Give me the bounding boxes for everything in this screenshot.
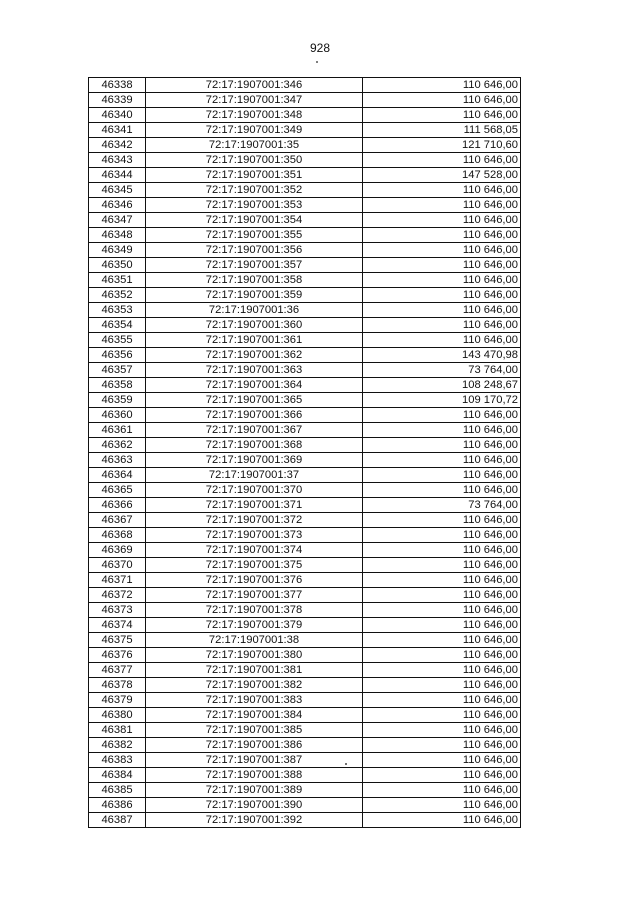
value-cell: 110 646,00 (363, 573, 521, 588)
table-row (89, 813, 521, 828)
table-row (89, 573, 521, 588)
value-cell: 110 646,00 (363, 438, 521, 453)
row-number-cell: 46382 (89, 738, 146, 753)
table-row (89, 783, 521, 798)
value-cell: 109 170,72 (363, 393, 521, 408)
row-number-cell: 46368 (89, 528, 146, 543)
value-cell: 110 646,00 (363, 708, 521, 723)
row-number-cell: 46361 (89, 423, 146, 438)
cadastral-number-cell: 72:17:1907001:374 (146, 543, 363, 558)
cadastral-number-cell: 72:17:1907001:375 (146, 558, 363, 573)
cadastral-number-cell: 72:17:1907001:355 (146, 228, 363, 243)
table-row (89, 483, 521, 498)
cadastral-number-cell: 72:17:1907001:376 (146, 573, 363, 588)
table-row (89, 648, 521, 663)
table-row (89, 348, 521, 363)
cadastral-number-cell: 72:17:1907001:390 (146, 798, 363, 813)
value-cell: 110 646,00 (363, 273, 521, 288)
cadastral-number-cell: 72:17:1907001:347 (146, 93, 363, 108)
cadastral-number-cell: 72:17:1907001:353 (146, 198, 363, 213)
table-row (89, 153, 521, 168)
row-number-cell: 46384 (89, 768, 146, 783)
cadastral-number-cell: 72:17:1907001:387 (146, 753, 363, 768)
cadastral-number-cell: 72:17:1907001:380 (146, 648, 363, 663)
table-row (89, 273, 521, 288)
table-row (89, 198, 521, 213)
cadastral-number-cell: 72:17:1907001:351 (146, 168, 363, 183)
value-cell: 110 646,00 (363, 243, 521, 258)
value-cell: 110 646,00 (363, 678, 521, 693)
table-row (89, 528, 521, 543)
row-number-cell: 46365 (89, 483, 146, 498)
row-number-cell: 46385 (89, 783, 146, 798)
cadastral-number-cell: 72:17:1907001:381 (146, 663, 363, 678)
value-cell: 110 646,00 (363, 603, 521, 618)
table-row (89, 753, 521, 768)
row-number-cell: 46362 (89, 438, 146, 453)
cadastral-number-cell: 72:17:1907001:357 (146, 258, 363, 273)
table-row (89, 453, 521, 468)
row-number-cell: 46346 (89, 198, 146, 213)
value-cell: 110 646,00 (363, 633, 521, 648)
value-cell: 110 646,00 (363, 153, 521, 168)
value-cell: 110 646,00 (363, 558, 521, 573)
table-row (89, 438, 521, 453)
row-number-cell: 46374 (89, 618, 146, 633)
value-cell: 110 646,00 (363, 618, 521, 633)
value-cell: 110 646,00 (363, 783, 521, 798)
value-cell: 110 646,00 (363, 78, 521, 93)
row-number-cell: 46373 (89, 603, 146, 618)
row-number-cell: 46342 (89, 138, 146, 153)
value-cell: 110 646,00 (363, 543, 521, 558)
table-row (89, 558, 521, 573)
cadastral-table (88, 77, 521, 828)
value-cell: 110 646,00 (363, 228, 521, 243)
value-cell: 110 646,00 (363, 693, 521, 708)
row-number-cell: 46386 (89, 798, 146, 813)
row-number-cell: 46377 (89, 663, 146, 678)
value-cell: 110 646,00 (363, 213, 521, 228)
table-row (89, 213, 521, 228)
value-cell: 110 646,00 (363, 753, 521, 768)
row-number-cell: 46360 (89, 408, 146, 423)
table-row (89, 408, 521, 423)
value-cell: 108 248,67 (363, 378, 521, 393)
cadastral-number-cell: 72:17:1907001:377 (146, 588, 363, 603)
row-number-cell: 46378 (89, 678, 146, 693)
table-row (89, 768, 521, 783)
cadastral-number-cell: 72:17:1907001:388 (146, 768, 363, 783)
cadastral-number-cell: 72:17:1907001:35 (146, 138, 363, 153)
value-cell: 110 646,00 (363, 318, 521, 333)
table-row (89, 258, 521, 273)
cadastral-number-cell: 72:17:1907001:367 (146, 423, 363, 438)
table-row (89, 693, 521, 708)
value-cell: 110 646,00 (363, 513, 521, 528)
cadastral-number-cell: 72:17:1907001:362 (146, 348, 363, 363)
row-number-cell: 46358 (89, 378, 146, 393)
row-number-cell: 46353 (89, 303, 146, 318)
value-cell: 111 568,05 (363, 123, 521, 138)
page-number: 928 (309, 41, 331, 55)
value-cell: 110 646,00 (363, 798, 521, 813)
row-number-cell: 46340 (89, 108, 146, 123)
value-cell: 110 646,00 (363, 648, 521, 663)
row-number-cell: 46352 (89, 288, 146, 303)
table-row (89, 333, 521, 348)
row-number-cell: 46344 (89, 168, 146, 183)
cadastral-number-cell: 72:17:1907001:392 (146, 813, 363, 828)
cadastral-number-cell: 72:17:1907001:356 (146, 243, 363, 258)
cadastral-number-cell: 72:17:1907001:384 (146, 708, 363, 723)
value-cell: 110 646,00 (363, 423, 521, 438)
value-cell: 73 764,00 (363, 498, 521, 513)
table-row (89, 288, 521, 303)
row-number-cell: 46355 (89, 333, 146, 348)
row-number-cell: 46357 (89, 363, 146, 378)
cadastral-number-cell: 72:17:1907001:358 (146, 273, 363, 288)
cadastral-number-cell: 72:17:1907001:366 (146, 408, 363, 423)
cadastral-number-cell: 72:17:1907001:361 (146, 333, 363, 348)
value-cell: 143 470,98 (363, 348, 521, 363)
row-number-cell: 46363 (89, 453, 146, 468)
value-cell: 110 646,00 (363, 333, 521, 348)
table-row (89, 318, 521, 333)
value-cell: 147 528,00 (363, 168, 521, 183)
row-number-cell: 46364 (89, 468, 146, 483)
cadastral-number-cell: 72:17:1907001:385 (146, 723, 363, 738)
cadastral-number-cell: 72:17:1907001:383 (146, 693, 363, 708)
cadastral-number-cell: 72:17:1907001:372 (146, 513, 363, 528)
row-number-cell: 46350 (89, 258, 146, 273)
cadastral-number-cell: 72:17:1907001:36 (146, 303, 363, 318)
value-cell: 110 646,00 (363, 93, 521, 108)
table-row (89, 798, 521, 813)
table-row (89, 738, 521, 753)
table-row (89, 618, 521, 633)
cadastral-number-cell: 72:17:1907001:365 (146, 393, 363, 408)
cadastral-number-cell: 72:17:1907001:348 (146, 108, 363, 123)
value-cell: 110 646,00 (363, 768, 521, 783)
value-cell: 110 646,00 (363, 588, 521, 603)
row-number-cell: 46345 (89, 183, 146, 198)
row-number-cell: 46379 (89, 693, 146, 708)
cadastral-number-cell: 72:17:1907001:389 (146, 783, 363, 798)
value-cell: 110 646,00 (363, 258, 521, 273)
table-row (89, 603, 521, 618)
table-row (89, 378, 521, 393)
table-row (89, 78, 521, 93)
table-row (89, 663, 521, 678)
value-cell: 110 646,00 (363, 468, 521, 483)
cadastral-number-cell: 72:17:1907001:373 (146, 528, 363, 543)
row-number-cell: 46349 (89, 243, 146, 258)
cadastral-number-cell: 72:17:1907001:379 (146, 618, 363, 633)
value-cell: 110 646,00 (363, 198, 521, 213)
row-number-cell: 46383 (89, 753, 146, 768)
row-number-cell: 46367 (89, 513, 146, 528)
row-number-cell: 46387 (89, 813, 146, 828)
table-row (89, 93, 521, 108)
row-number-cell: 46370 (89, 558, 146, 573)
row-number-cell: 46356 (89, 348, 146, 363)
value-cell: 110 646,00 (363, 408, 521, 423)
table-row (89, 393, 521, 408)
cadastral-number-cell: 72:17:1907001:360 (146, 318, 363, 333)
row-number-cell: 46366 (89, 498, 146, 513)
row-number-cell: 46359 (89, 393, 146, 408)
table-row (89, 633, 521, 648)
cadastral-number-cell: 72:17:1907001:378 (146, 603, 363, 618)
cadastral-number-cell: 72:17:1907001:350 (146, 153, 363, 168)
scan-dot (316, 61, 318, 63)
value-cell: 121 710,60 (363, 138, 521, 153)
row-number-cell: 46380 (89, 708, 146, 723)
row-number-cell: 46369 (89, 543, 146, 558)
table-row (89, 108, 521, 123)
value-cell: 110 646,00 (363, 108, 521, 123)
cadastral-number-cell: 72:17:1907001:363 (146, 363, 363, 378)
cadastral-number-cell: 72:17:1907001:369 (146, 453, 363, 468)
table-row (89, 123, 521, 138)
table-row (89, 423, 521, 438)
value-cell: 110 646,00 (363, 453, 521, 468)
row-number-cell: 46343 (89, 153, 146, 168)
table-row (89, 708, 521, 723)
cadastral-number-cell: 72:17:1907001:371 (146, 498, 363, 513)
row-number-cell: 46341 (89, 123, 146, 138)
row-number-cell: 46339 (89, 93, 146, 108)
table-row (89, 363, 521, 378)
value-cell: 73 764,00 (363, 363, 521, 378)
row-number-cell: 46347 (89, 213, 146, 228)
table-row (89, 678, 521, 693)
table-row (89, 303, 521, 318)
table-row (89, 168, 521, 183)
row-number-cell: 46371 (89, 573, 146, 588)
cadastral-number-cell: 72:17:1907001:346 (146, 78, 363, 93)
table-row (89, 513, 521, 528)
table-row (89, 588, 521, 603)
row-number-cell: 46375 (89, 633, 146, 648)
table-row (89, 723, 521, 738)
table-row (89, 468, 521, 483)
cadastral-number-cell: 72:17:1907001:354 (146, 213, 363, 228)
cadastral-number-cell: 72:17:1907001:386 (146, 738, 363, 753)
cadastral-number-cell: 72:17:1907001:368 (146, 438, 363, 453)
row-number-cell: 46381 (89, 723, 146, 738)
row-number-cell: 46351 (89, 273, 146, 288)
row-number-cell: 46338 (89, 78, 146, 93)
table-row (89, 183, 521, 198)
cadastral-number-cell: 72:17:1907001:359 (146, 288, 363, 303)
table-body (89, 78, 521, 828)
cadastral-number-cell: 72:17:1907001:370 (146, 483, 363, 498)
row-number-cell: 46376 (89, 648, 146, 663)
table-row (89, 228, 521, 243)
table-row (89, 498, 521, 513)
row-number-cell: 46354 (89, 318, 146, 333)
row-number-cell: 46348 (89, 228, 146, 243)
row-number-cell: 46372 (89, 588, 146, 603)
cadastral-number-cell: 72:17:1907001:38 (146, 633, 363, 648)
value-cell: 110 646,00 (363, 813, 521, 828)
cadastral-number-cell: 72:17:1907001:382 (146, 678, 363, 693)
scan-speck (345, 763, 347, 765)
table-row (89, 138, 521, 153)
value-cell: 110 646,00 (363, 483, 521, 498)
cadastral-number-cell: 72:17:1907001:37 (146, 468, 363, 483)
cadastral-number-cell: 72:17:1907001:352 (146, 183, 363, 198)
value-cell: 110 646,00 (363, 723, 521, 738)
table-row (89, 543, 521, 558)
value-cell: 110 646,00 (363, 528, 521, 543)
value-cell: 110 646,00 (363, 288, 521, 303)
value-cell: 110 646,00 (363, 738, 521, 753)
value-cell: 110 646,00 (363, 663, 521, 678)
cadastral-number-cell: 72:17:1907001:364 (146, 378, 363, 393)
table-row (89, 243, 521, 258)
cadastral-number-cell: 72:17:1907001:349 (146, 123, 363, 138)
value-cell: 110 646,00 (363, 183, 521, 198)
value-cell: 110 646,00 (363, 303, 521, 318)
